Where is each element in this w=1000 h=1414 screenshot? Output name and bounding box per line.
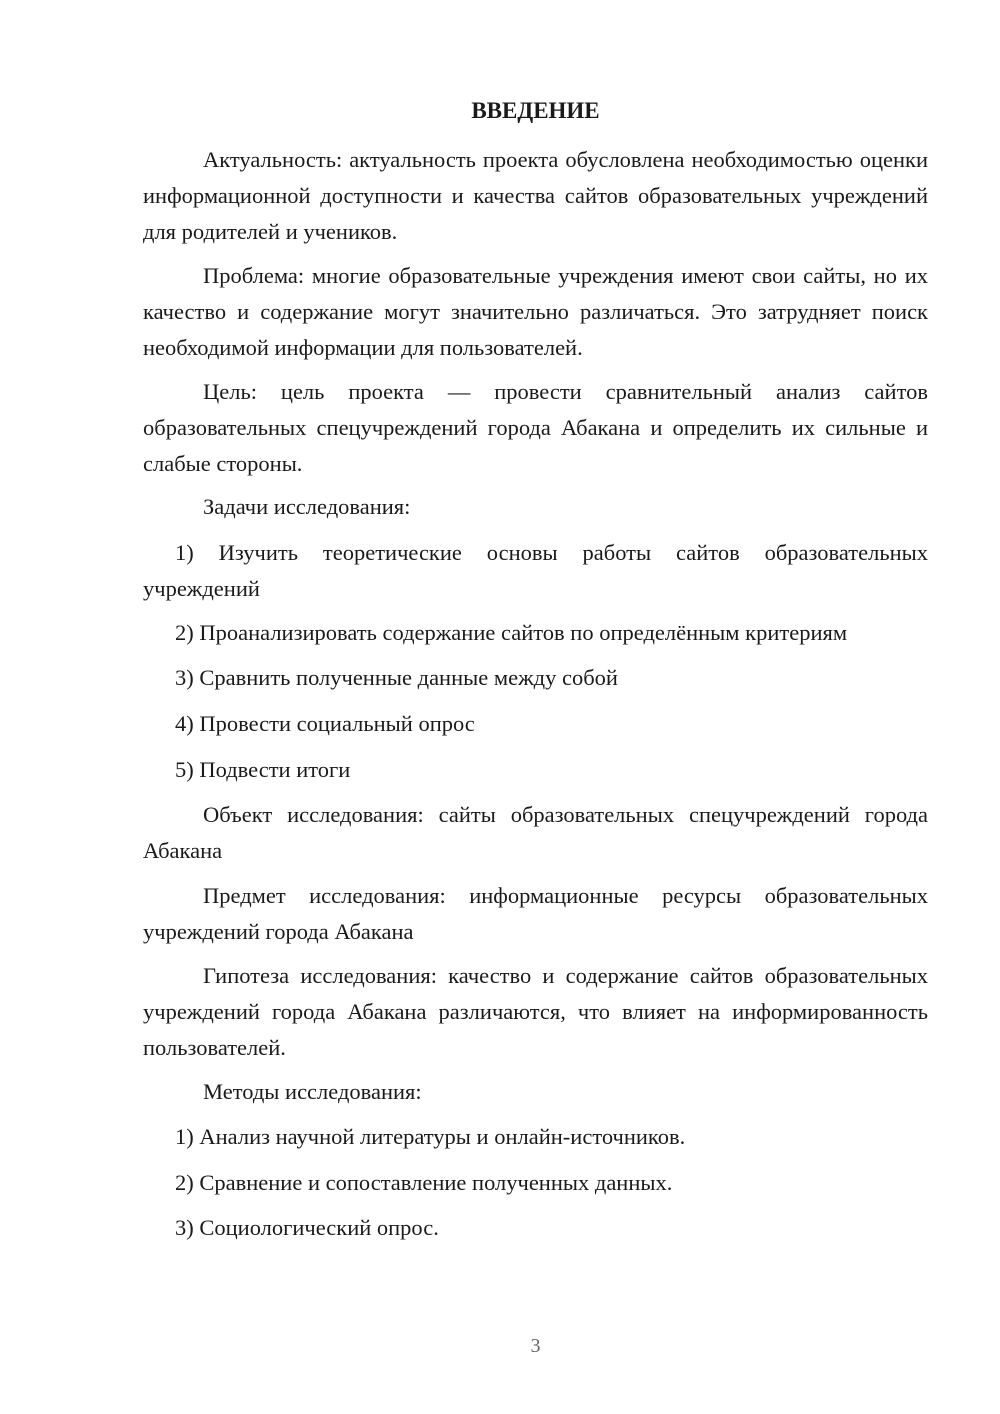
task-item: 5) Подвести итоги xyxy=(175,757,351,782)
task-item: 3) Сравнить полученные данные между собой xyxy=(175,665,618,690)
document-page xyxy=(143,0,928,1414)
method-item: 2) Сравнение и сопоставление полученных данных. xyxy=(175,1170,673,1195)
object-paragraph: Объект исследования: сайты образовательных спецучреждений города Абакана xyxy=(143,802,928,863)
method-item: 3) Социологический опрос. xyxy=(175,1215,439,1240)
task-item: 4) Провести социальный опрос xyxy=(175,711,475,736)
relevance-paragraph: Актуальность: актуальность проекта обусловлена необходимостью оценки информационной доступности и качества сайтов образовательных учреждений для родителей и учеников. xyxy=(143,147,928,244)
method-item: 1) Анализ научной литературы и онлайн-источников. xyxy=(175,1124,686,1149)
hypothesis-paragraph: Гипотеза исследования: качество и содержание сайтов образовательных учреждений города Абакана различаются, что влияет на информированность пользователей. xyxy=(143,963,928,1060)
goal-paragraph: Цель: цель проекта — провести сравнительный анализ сайтов образовательных спецучреждений города Абакана и определить их сильные и слабые стороны. xyxy=(143,379,928,476)
page-title: ВВЕДЕНИЕ xyxy=(471,98,600,123)
page-number: 3 xyxy=(530,1335,541,1357)
subject-paragraph: Предмет исследования: информационные ресурсы образовательных учреждений города Абакана xyxy=(143,883,928,944)
task-item: 2) Проанализировать содержание сайтов по определённым критериям xyxy=(175,620,848,645)
task-item: 1) Изучить теоретические основы работы сайтов образовательных учреждений xyxy=(143,540,928,601)
tasks-heading: Задачи исследования: xyxy=(203,494,411,519)
methods-heading: Методы исследования: xyxy=(203,1079,422,1104)
problem-paragraph: Проблема: многие образовательные учреждения имеют свои сайты, но их качество и содержание могут значительно различаться. Это затрудняет поиск необходимой информации для пользователей. xyxy=(143,263,928,360)
